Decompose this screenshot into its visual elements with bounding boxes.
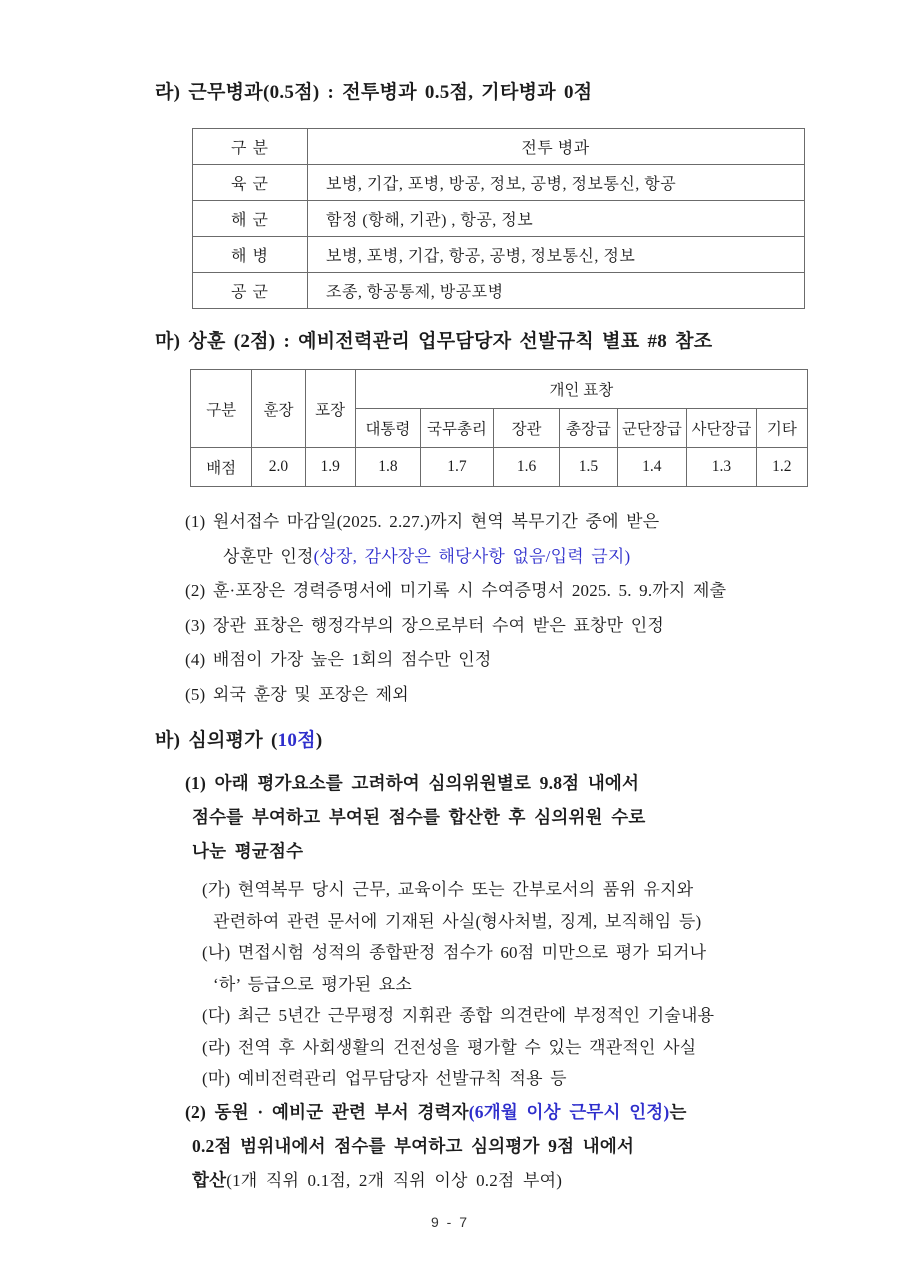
branch-cell: 육 군 bbox=[193, 165, 308, 201]
sub-number: (나) bbox=[202, 943, 231, 962]
page-number: 9 - 7 bbox=[430, 1214, 469, 1230]
document-content bbox=[155, 80, 850, 1198]
item-number: (1) bbox=[185, 773, 207, 793]
table-header-cell: 구 분 bbox=[193, 129, 308, 165]
col-medal: 훈장 bbox=[252, 370, 305, 448]
note-number: (4) bbox=[185, 650, 206, 669]
ba-sub-na-line-1 bbox=[202, 937, 850, 969]
item-text: 아래 평가요소를 고려하여 심의위원별로 9.8점 내에서 bbox=[214, 773, 640, 793]
row-label-points: 배점 bbox=[191, 448, 252, 487]
ba-sub-la bbox=[202, 1032, 850, 1064]
table-row bbox=[193, 129, 805, 165]
ba-sub-na-line-2: ‘하’ 등급으로 평가된 요소 bbox=[213, 974, 413, 994]
item-text: 동원 · 예비군 관련 부서 경력자 bbox=[214, 1101, 469, 1122]
heading-text: 바) 심의평가 ( bbox=[155, 730, 278, 751]
points-cell: 1.9 bbox=[305, 448, 355, 487]
ba-item-1-line-1 bbox=[185, 766, 850, 800]
item-number: (2) bbox=[185, 1101, 207, 1122]
item-text-blue: (6개월 이상 근무시 인정) bbox=[468, 1101, 670, 1122]
note-3 bbox=[185, 609, 850, 644]
note-text: 장관 표창은 행정각부의 장으로부터 수여 받은 표창만 인정 bbox=[212, 615, 664, 635]
note-1-line-1 bbox=[185, 505, 850, 540]
note-text: 외국 훈장 및 포장은 제외 bbox=[212, 684, 409, 704]
item-text: 합산 bbox=[192, 1169, 227, 1190]
section-ba bbox=[155, 728, 850, 1198]
item-text: 는 bbox=[669, 1101, 687, 1122]
points-cell: 1.4 bbox=[617, 448, 687, 487]
specialties-cell: 함정 (항해, 기관) , 항공, 정보 bbox=[308, 201, 805, 237]
table-header-cell: 전투 병과 bbox=[308, 129, 805, 165]
sub-text: 전역 후 사회생활의 건전성을 평가할 수 있는 객관적인 사실 bbox=[237, 1037, 697, 1057]
ba-sub-ga-line-1 bbox=[202, 874, 850, 906]
note-text: 원서접수 마감일(2025. 2.27.)까지 현역 복무기간 중에 받은 bbox=[212, 512, 660, 531]
ba-item-2-line-2: 0.2점 범위내에서 점수를 부여하고 심의평가 9점 내에서 bbox=[192, 1135, 635, 1156]
sub-header: 사단장급 bbox=[687, 409, 757, 448]
note-2 bbox=[185, 574, 850, 609]
sub-header: 대통령 bbox=[355, 409, 420, 448]
table-row bbox=[191, 448, 808, 487]
note-number: (3) bbox=[185, 615, 206, 635]
note-number: (2) bbox=[185, 581, 206, 600]
points-cell: 1.5 bbox=[560, 448, 617, 487]
group-header-citation: 개인 표창 bbox=[355, 370, 807, 409]
note-text: 배점이 가장 높은 1회의 점수만 인정 bbox=[212, 650, 492, 669]
points-cell: 1.6 bbox=[493, 448, 560, 487]
sub-header: 총장급 bbox=[560, 409, 617, 448]
sub-header: 군단장급 bbox=[617, 409, 687, 448]
sub-text: 현역복무 당시 근무, 교육이수 또는 간부로서의 품위 유지와 bbox=[237, 880, 694, 899]
specialties-cell: 조종, 항공통제, 방공포병 bbox=[308, 273, 805, 309]
points-cell: 1.8 bbox=[355, 448, 420, 487]
note-5 bbox=[185, 678, 850, 713]
note-text: 상훈만 인정 bbox=[223, 546, 314, 566]
award-points-table bbox=[190, 369, 808, 487]
table-row bbox=[191, 370, 808, 409]
section-ma-heading: 마) 상훈 (2점) : 예비전력관리 업무담당자 선발규칙 별표 #8 참조 bbox=[155, 331, 713, 352]
ba-item-2-line-1 bbox=[185, 1095, 850, 1129]
combat-branch-table bbox=[192, 128, 805, 309]
table-row bbox=[193, 165, 805, 201]
sub-number: (다) bbox=[202, 1006, 231, 1025]
specialties-cell: 보병, 기갑, 포병, 방공, 정보, 공병, 정보통신, 항공 bbox=[308, 165, 805, 201]
sub-text: 면접시험 성적의 종합판정 점수가 60점 미만으로 평가 되거나 bbox=[237, 943, 707, 962]
table-corner-cell: 구분 bbox=[191, 370, 252, 448]
note-text-blue: (상장, 감사장은 해당사항 없음/입력 금지) bbox=[313, 546, 631, 566]
ba-item-1-line-2: 점수를 부여하고 부여된 점수를 합산한 후 심의위원 수로 bbox=[192, 807, 646, 827]
sub-text: 최근 5년간 근무평정 지휘관 종합 의견란에 부정적인 기술내용 bbox=[237, 1006, 715, 1025]
ba-sub-da bbox=[202, 1000, 850, 1032]
section-ba-heading bbox=[155, 728, 850, 754]
points-cell: 1.2 bbox=[756, 448, 807, 487]
item-text-normal: (1개 직위 0.1점, 2개 직위 이상 0.2점 부여) bbox=[226, 1170, 563, 1190]
branch-cell: 해 군 bbox=[193, 201, 308, 237]
sub-header: 기타 bbox=[756, 409, 807, 448]
col-decoration: 포장 bbox=[305, 370, 355, 448]
sub-header: 장관 bbox=[493, 409, 560, 448]
sub-number: (라) bbox=[202, 1037, 231, 1057]
sub-number: (가) bbox=[202, 880, 231, 899]
heading-text: ) bbox=[315, 730, 323, 751]
table-row bbox=[193, 237, 805, 273]
table-row bbox=[193, 201, 805, 237]
ba-item-1-line-3: 나눈 평균점수 bbox=[192, 841, 304, 861]
ma-notes bbox=[155, 505, 850, 712]
branch-cell: 공 군 bbox=[193, 273, 308, 309]
heading-points-blue: 10점 bbox=[277, 730, 316, 751]
ba-sub-ga-line-2: 관련하여 관련 문서에 기재된 사실(형사처벌, 징계, 보직해임 등) bbox=[213, 911, 702, 931]
table-row bbox=[193, 273, 805, 309]
specialties-cell: 보병, 포병, 기갑, 항공, 공병, 정보통신, 정보 bbox=[308, 237, 805, 273]
note-text: 훈·포장은 경력증명서에 미기록 시 수여증명서 2025. 5. 9.까지 제출 bbox=[212, 581, 727, 600]
points-cell: 1.3 bbox=[687, 448, 757, 487]
note-4 bbox=[185, 643, 850, 678]
points-cell: 1.7 bbox=[421, 448, 494, 487]
sub-number: (마) bbox=[202, 1069, 231, 1088]
ba-item-2-line-3 bbox=[192, 1163, 850, 1198]
sub-text: 예비전력관리 업무담당자 선발규칙 적용 등 bbox=[237, 1069, 567, 1088]
points-cell: 2.0 bbox=[252, 448, 305, 487]
note-number: (1) bbox=[185, 512, 206, 531]
section-ra-heading: 라) 근무병과(0.5점) : 전투병과 0.5점, 기타병과 0점 bbox=[155, 82, 593, 103]
ba-sub-ma bbox=[202, 1063, 850, 1095]
note-number: (5) bbox=[185, 684, 206, 704]
branch-cell: 해 병 bbox=[193, 237, 308, 273]
sub-header: 국무총리 bbox=[421, 409, 494, 448]
note-1-line-2 bbox=[223, 540, 850, 575]
